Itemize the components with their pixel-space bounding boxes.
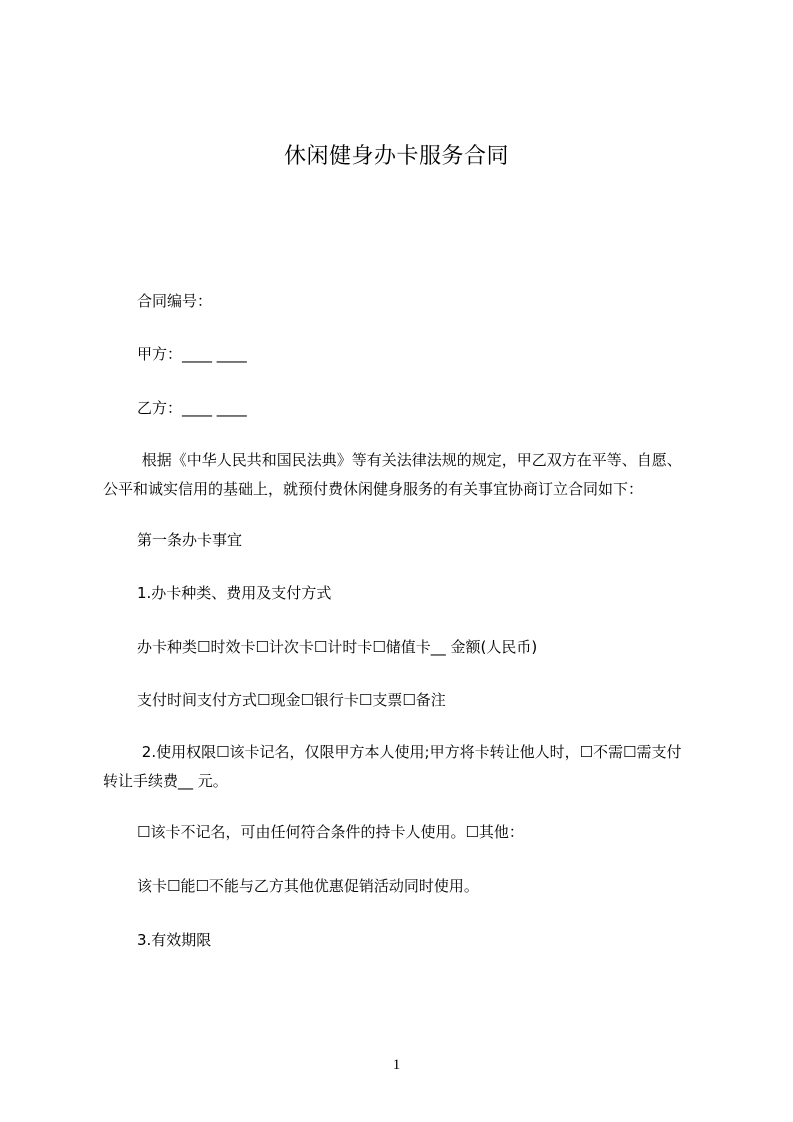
unregistered-card-line: ☐该卡不记名，可由任何符合条件的持卡人使用。☐其他： xyxy=(137,823,524,841)
party-a-line: 甲方：____ ____ xyxy=(137,345,247,363)
payment-line: 支付时间支付方式☐现金☐银行卡☐支票☐备注 xyxy=(137,691,446,709)
card-type-line: 办卡种类☐时效卡☐计次卡☐计时卡☐储值卡__ 金额(人民币) xyxy=(137,638,538,656)
promotion-line: 该卡☐能☐不能与乙方其他优惠促销活动同时使用。 xyxy=(137,877,479,895)
section-3-heading: 3.有效期限 xyxy=(137,931,212,949)
article-1-heading: 第一条办卡事宜 xyxy=(137,531,243,549)
preamble-paragraph: 根据《中华人民共和国民法典》等有关法律法规的规定，甲乙双方在平等、自愿、公平和诚实信用的基础上，就预付费休闲健身服务的有关事宜协商订立合同如下： xyxy=(103,451,682,498)
contract-number-line: 合同编号： xyxy=(137,292,213,310)
section-1-heading: 1.办卡种类、费用及支付方式 xyxy=(137,584,332,602)
usage-rights-paragraph: 2.使用权限☐该卡记名，仅限甲方本人使用;甲方将卡转让他人时，☐不需☐需支付转让手续费__ 元。 xyxy=(103,743,682,790)
page-number: 1 xyxy=(392,1057,401,1073)
document-title: 休闲健身办卡服务合同 xyxy=(283,144,509,169)
party-b-line: 乙方：____ ____ xyxy=(137,399,247,417)
